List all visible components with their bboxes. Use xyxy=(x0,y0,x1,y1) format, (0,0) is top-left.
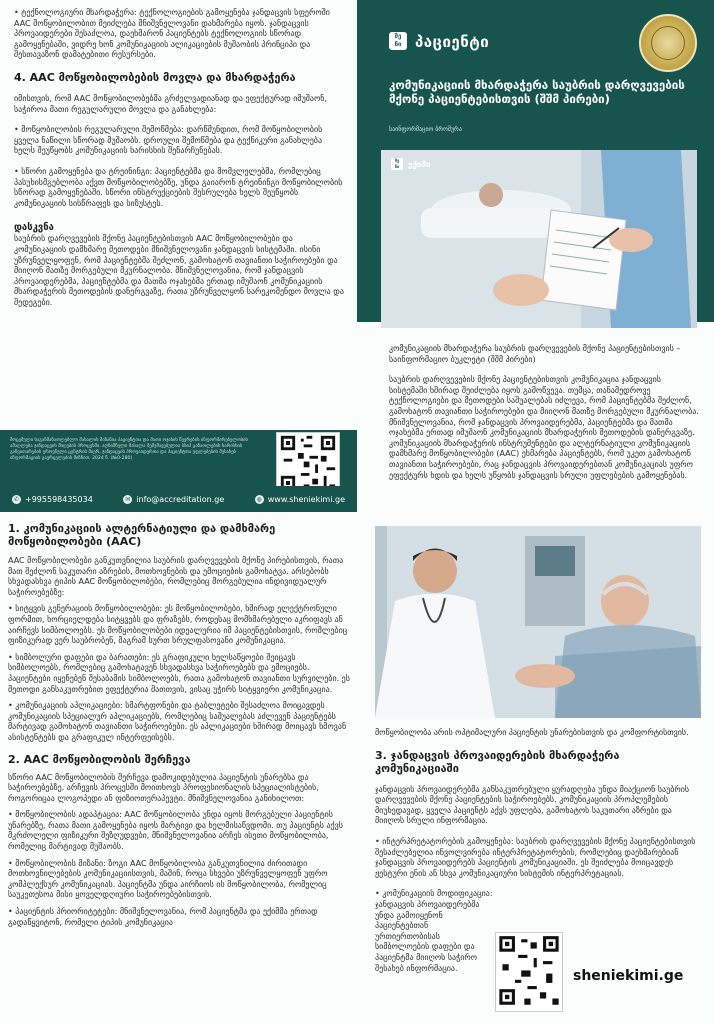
section2-bullet-priorities: • პაციენტის პრიორიტეტები: მნიშვნელოვანია, რომ პაციენტმა და ექიმმა ერთად გადაწყვიტონ, რომელი ტიპის კომუნიკაცია xyxy=(8,907,318,927)
section4-intro: იმისთვის, რომ AAC მოწყობილობებმა გრძელვადიანად და ეფექტურად იმუშაონ, საჭიროა მათი რეგულარული მოვლა და განახლება: xyxy=(14,93,327,114)
website-label[interactable]: sheniekimi.ge xyxy=(573,968,684,984)
section2-bullet-adaptation: • მოწყობილობის ადაპტაცია: AAC მოწყობილობა უნდა იყოს მორგებული პაციენტის უნარებზე, რათა მათი გამოყენება იყოს მარტივი და ხელმისაწვდომი. თუ პაციენტს აქვს მკრძოლელი ფიზიკური შეზღუდვები, მნიშვნელოვანია არჩეს ისეთი მოწყობილობა, რომელიც მარტივად მუშაობს. xyxy=(8,810,343,852)
cover-intro-text xyxy=(389,344,701,481)
cover-intro-para1: კომუნიკაციის მხარდაჭერა საუბრის დარღვევების მქონე პაციენტებისთვის – საინფორმაციო ბუკლეტი (შშმ პირები) xyxy=(389,344,681,364)
website-qr-graphic xyxy=(496,933,562,1011)
section2-heading: 2. AAC მოწყობილობის შერჩევა xyxy=(8,752,191,766)
brochure-page-inner-left xyxy=(0,512,357,1024)
conclusion-heading: დასკვნა xyxy=(14,222,54,234)
email-contact[interactable] xyxy=(123,495,224,504)
email-address: info@accreditation.ge xyxy=(136,494,225,504)
cover-brand-name: პაციენტი xyxy=(415,33,490,51)
doctor-writing-illustration xyxy=(381,150,697,328)
mail-icon: ✉ xyxy=(125,495,131,503)
section1-intro: AAC მოწყობილობები განკუთვნილია საუბრის დარღვევების მქონე პირებისთვის, რათა მათ შეძლონ საკუთარი აზრების, მოთხოვნების და ემოციების გამოხატვა. არსებობს სხვადასხვა ტიპის AAC მოწყობილობები, რომლებიც მორგებულია ინდივიდუალურ საჭიროებებზე: xyxy=(8,556,344,597)
photo-tag-label: ექიმი xyxy=(408,159,431,169)
cover-intro-para2: საუბრის დარღვევების მქონე პაციენტებისთვის კომუნიკაცია ჯანდაცვის სისტემაში ხშირად შეიძლება იყოს გამოწვევა. თუმცა, თანამედროვე ტექნოლოგიები და მეთოდები საშუალებას იძლევა, რომ პაციენტებმა შეძლონ, გამოხატონ თავიანთი საჭიროებები და მიიღონ მათზე მორგებული მკურნალობა. მნიშვნელოვანია, რომ ჯანდაცვის პროვაიდერებმა, პაციენტებმა და მათმა ოჯახებმა ერთად იმუშაონ კომუნიკაციის მხარდაჭერის მეთოდების დანერგვაზე. კომუნიკაციის მხარდაჭერის ინსტრუმენტები და ალტერნატიული კომუნიკაციის დამხმარე მოწყობილობები (AAC) ეხმარება პაციენტებს, რომ უკეთ გამოხატონ თავიანთი საჭიროებები, რაც ჯანდაცვის პროვაიდერებთან კომუნიკაციას უფრო ეფექტურს ხდის და ხელს უწყობს ჯანდაცვის სრული უფლებების გამოყენებას. xyxy=(389,375,699,480)
section3-heading: 3. ჯანდაცვის პროვაიდერების მხარდაჭერა კომუნიკაციაში xyxy=(375,748,620,775)
accreditation-seal-icon xyxy=(639,14,697,72)
section3-bullet-interpreters: • ინტერპრეტატორების გამოყენება: საუბრის დარღვევების მქონე პაციენტებისთვის შესაძლებელია ინვოლვირება ინტერპრეტატორების, რომლებიც დაეხმარებიან ჯანდაცვის პროვაიდერებს პაციენტის კომუნიკაციაში. ეს შეიძლება მოიცავდეს ჟესტური ენის ან სხვა კომუნიკაციური სისტემის ინტერპრეტაციას. xyxy=(375,836,696,878)
section4-bullet-check: • მოწყობილობის რეგულარული შემოწმება: დარწმუნდით, რომ მოწყობილობის ყველა ნაწილი სწორად მუშაობს. დროული შემოწმება და ტექნიკური განახლება ხელს შეუწყობს კომუნიკაციის ხარისხის შენარჩუნებას. xyxy=(14,125,323,156)
website-contact[interactable] xyxy=(255,495,345,504)
doctor-patient-illustration xyxy=(375,526,701,718)
section1-bullet-speech: • სიტყვის გენერაციის მოწყობილობები: ეს მოწყობილობები, ხშირად ელექტრონული ფორმით, ხორციელდება სიტყვებს და ფრაზებს, როდესაც მომხმარებელი აკრიფავს ან აირჩევს სიმბოლოებს. ეს მოწყობილობები იდეალურია იმ პაციენტებისთვის, რომლებიც ფიზიკურად ვერ საუბრობენ, მაგრამ სურთ სრულფასოვანი კომუნიკაცია. xyxy=(8,604,348,646)
section4-heading: 4. AAC მოწყობილობების მოვლა და მხარდაჭერა xyxy=(14,70,296,84)
qr-code-icon xyxy=(276,432,340,494)
inner-left-content xyxy=(8,522,350,928)
section4-bullet-training: • სწორი გამოყენება და ტრეინინგი: პაციენტებმა და მომვლელებმა, რომლებიც პასუხისმგებლობა აქვთ მოწყობილობებზე, უნდა გაიარონ ტრეინინგი მოწყობილობის სწორად გამოყენებაში. სწორი ინსტრუქციების შესრულება ხელს შეუწყობს კომუნიკაციის სისწრაფეს და სიზუსტეს. xyxy=(14,166,343,208)
section2-bullet-purpose: • მოწყობილობის მიზანი: ზოგი AAC მოწყობილობა განკუთვნილია ძირითადი მოთხოვნილებების კომუნიკაციისთვის, მაშინ, როცა სხვები უზრუნველყოფენ უფრო კომპლექსურ კომუნიკაციას. პაციენტმა უნდა აირჩიოს ის მოწყობილობა, რომელიც საუკეთესოა მისი ყოველდღიური საჭიროებებისთვის. xyxy=(8,858,328,900)
section1-bullet-symbols: • სიმბოლური დაფები და ბარათები: ეს გრაფიკული ხელსაწყოები შეიცავს სიმბოლოებს, რომლებიც გამოხატავენ სხვადასხვა საჭიროებებს და ემოციებს. პაციენტები იყენებენ შესაბამის სიმბოლოებს, რათა გამოხატონ თავიანთი სურვილები. ეს მეთოდი განსაკუთრებით ეფექტურია მათთვის, ვისაც უჭირს სიტყვიერი კომუნიკაცია. xyxy=(8,652,350,694)
patient-logo-icon: შე ნი xyxy=(389,32,407,50)
section1-heading: 1. კომუნიკაციის ალტერნატიული და დამხმარე მოწყობილობები (AAC) xyxy=(8,522,276,548)
phone-number: +995598435034 xyxy=(25,494,93,504)
brochure-page-inner-right xyxy=(357,512,714,1024)
conclusion-text: საუბრის დარღვევების მქონე პაციენტებისთვის AAC მოწყობილობები და კომუნიკაციის დამხმარე მეთოდები მნიშვნელოვანი ჯანდაცვის სისტემაში. ისინი უზრუნველყოფენ, რომ პაციენტებმა შეძლონ, გამოხატონ თავიანთი საჭიროებები და მიიღონ მათზე მორგებული მკურნალობა. მნიშვნელოვანია, რომ ჯანდაცვის პროვაიდერებმა, პაციენტებმა და მათმა ოჯახებმა ერთად იმუშაონ კომუნიკაციის მხარდაჭერის მეთოდების დანერგვაზე, რათა უზრუნველყონ სარეკომენდო მოვლა და შედეგები. xyxy=(14,234,344,307)
photo-tag xyxy=(391,158,430,170)
qr-code-graphic xyxy=(277,433,339,493)
photo-caption-text: მოწყობილობა არის ოპტიმალური პაციენტის უნარებისთვის და კომფორტისთვის. xyxy=(375,728,689,737)
back-page-content xyxy=(14,8,344,308)
website-qr-code-icon xyxy=(495,932,563,1012)
section1-bullet-apps: • კომუნიკაციის აპლიკაციები: სმარტფონები და ტაბლეტები შესაძლოა მოიცავდეს კომუნიკაციის სპეციალურ აპლიკაციებს, რომლებიც საშუალებას აძლევენ პაციენტებს მარტივად გამოხატონ თავიანთი საჭიროებები. ეს აპლიკაციები ხშირად მოიცავს ხმოვან ასისტენტებს და გრაფიკულ ინტერფეისებს. xyxy=(8,701,347,742)
doctor-writing-photo xyxy=(381,150,697,328)
brochure-page-back xyxy=(0,0,357,512)
cover-title: კომუნიკაციის მხარდაჭერა საუბრის დარღვევების მქონე პაციენტებისთვის (შშმ პირები) xyxy=(389,78,685,106)
section3-bullet-modification: • კომუნიკაციის მოდიფიკაცია: ჯანდაცვის პროვაიდერებმა უნდა გამოიყენონ პაციენტებთან ურთიერთობისას სიმბოლოების დაფები და პაციენტმა მიიღოს საჭირო შესახებ ინფორმაცია. xyxy=(375,889,493,973)
cover-subtitle: საინფორმაციო ბროშურა xyxy=(389,126,462,133)
section2-intro: სწორი AAC მოწყობილობის შერჩევა დამოკიდებულია პაციენტის უნარებსა და საჭიროებებზე. არჩევის პროცესში მოითხოვს პროფესიონალის სპეციალისტების, როგორიცაა ლოგოპედი ან ფიზიოთერაპევტი. მნიშვნელოვანია განიხილოთ: xyxy=(8,772,319,803)
globe-icon: ◍ xyxy=(256,495,262,503)
phone-icon: ✆ xyxy=(13,495,20,503)
section3-intro: ჯანდაცვის პროვაიდერებმა განსაკუთრებული ყურადღება უნდა მიაქციონ საუბრის დარღვევების მქონე პაციენტების საჭიროებებს. კომუნიკაციის პროპლემების მიუხედავად, ყველა პაციენტს აქვს უფლება, გამოხატოს საკუთარი აზრები და მიიღოს სრული ინფორმაცია. xyxy=(375,784,690,826)
brochure-page-cover xyxy=(357,0,714,512)
cover-panel xyxy=(357,0,714,322)
phone-contact[interactable] xyxy=(12,495,93,504)
photo-tag-logo-icon: შე ნი xyxy=(391,158,403,170)
footer-disclaimer: მოცემული საგანმანათლებლო მასალის მიზანია პაციენტთა და მათი ოჯახის წევრების ინფორმირებულობის ამაღლება ჯანდაცვის მიღების პროცესში. აღნიშნული მასალა შემუშავებულია სსიპ განათლების ხარისხის განვითარების ეროვნული ცენტრის მიერ, ჯანდაცვის პროვაიდერთა და პაციენტთა უფლებების შესახებ ინფორმაციის გავრცელების მიზნით. 2024 წ. (№0-280) xyxy=(10,438,248,461)
seal-inner-ring xyxy=(651,26,685,60)
doctor-patient-photo xyxy=(375,526,701,718)
contact-bar xyxy=(0,486,357,512)
website-url: www.sheniekimi.ge xyxy=(267,494,345,504)
tech-support-bullet: • ტექნოლოგიური მხარდაჭერა: ტექნოლოგიების გამოყენება ჯანდაცვის სფეროში AAC მოწყობილობით მეიძლება მნიშვნელოვანი დახმარება იყოს. ჯანდაცვის პროვაიდერები შესაძლოა, დაეხმარონ პაციენტებს ტექნოლოგიის სწორად გამოყენებაში, ვიდრე ხონ კომუნიკაციის ალიკაციების მუშაობის პრინციპი და შესთავაზონ დამატებითი რესურსები. xyxy=(14,8,330,60)
